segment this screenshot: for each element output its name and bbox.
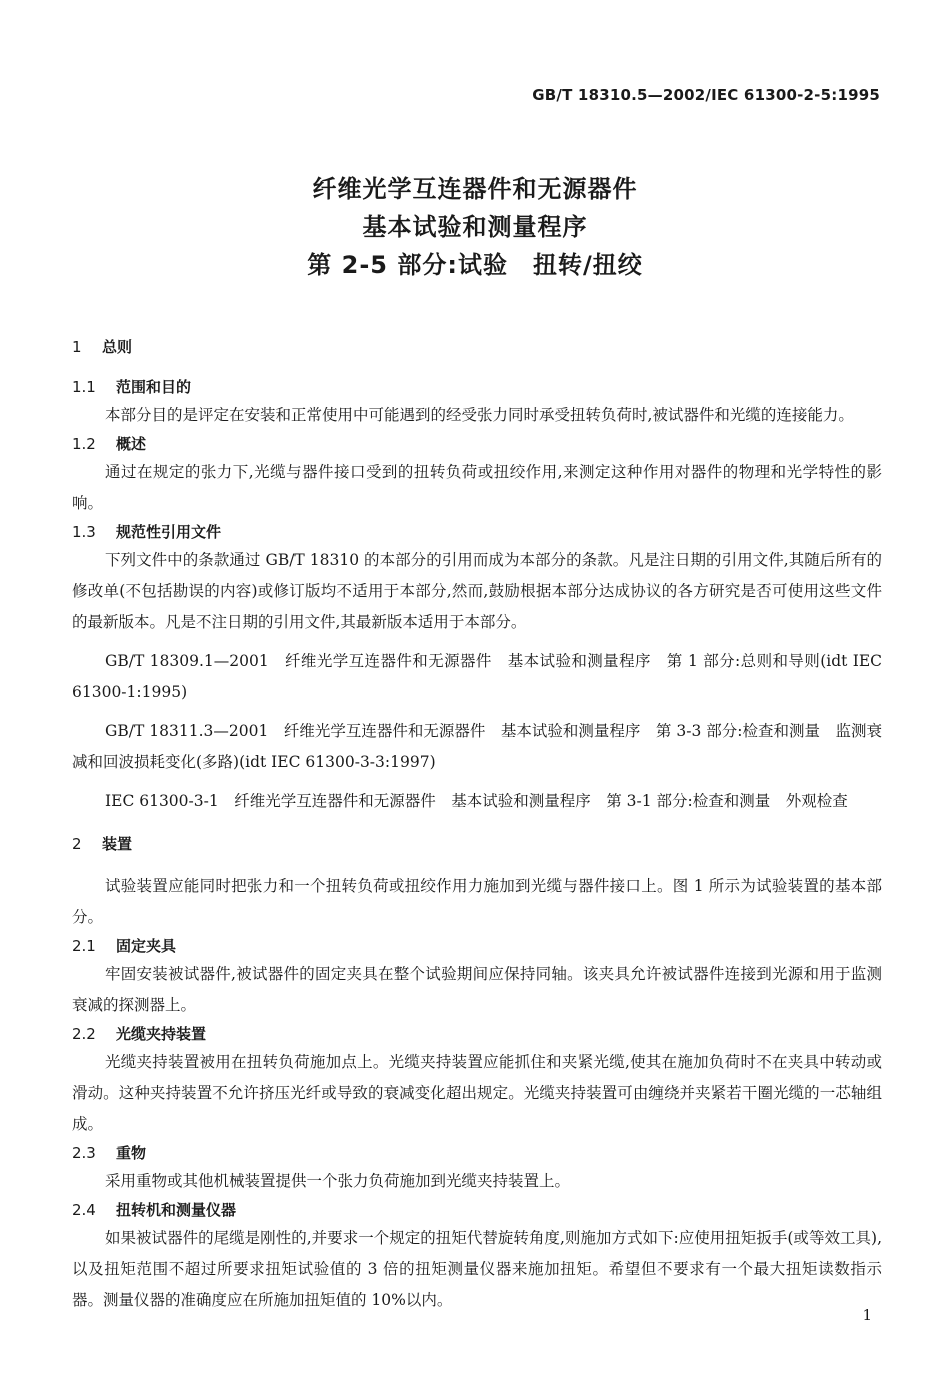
paragraph: 本部分目的是评定在安装和正常使用中可能遇到的经受张力同时承受扭转负荷时,被试器件和光缆的连接能力。 (105, 406, 854, 424)
section-number: 1.3 (72, 523, 96, 541)
section-heading-2-3 (72, 1140, 882, 1166)
section-title: 固定夹具 (116, 937, 177, 955)
document-body (72, 334, 882, 1316)
section-heading-1-1 (72, 374, 882, 400)
paragraph: 下列文件中的条款通过 GB/T 18310 的本部分的引用而成为本部分的条款。凡是注日期的引用文件,其随后所有的修改单(不包括勘误的内容)或修订版均不适用于本部分,然而,鼓励根据本部分达成协议的各方研究是否可使用这些文件的最新版本。凡是不注日期的引用文件,其最新版本适用于本部分。 (72, 551, 882, 631)
section-number: 2.3 (72, 1144, 96, 1162)
document-title (0, 170, 950, 284)
reference-item: GB/T 18311.3—2001 纤维光学互连器件和无源器件 基本试验和测量程序 第 3-3 部分:检查和测量 监测衰减和回波损耗变化(多路)(idt IEC 61300-3-3:1997) (72, 722, 882, 771)
section-heading-2-2 (72, 1021, 882, 1047)
page-number: 1 (862, 1306, 872, 1324)
paragraph: 通过在规定的张力下,光缆与器件接口受到的扭转负荷或扭绞作用,来测定这种作用对器件的物理和光学特性的影响。 (72, 463, 882, 512)
section-heading-2 (72, 831, 882, 857)
section-number: 2.4 (72, 1201, 96, 1219)
section-heading-2-4 (72, 1197, 882, 1223)
section-title: 范围和目的 (116, 378, 192, 396)
section-title: 光缆夹持装置 (116, 1025, 207, 1043)
section-title: 规范性引用文件 (116, 523, 222, 541)
section-title: 总则 (102, 338, 133, 356)
reference-item: GB/T 18309.1—2001 纤维光学互连器件和无源器件 基本试验和测量程序 第 1 部分:总则和导则(idt IEC 61300-1:1995) (72, 652, 882, 701)
paragraph: 采用重物或其他机械装置提供一个张力负荷施加到光缆夹持装置上。 (105, 1172, 571, 1190)
section-number: 1.1 (72, 378, 96, 396)
title-line-3: 第 2-5 部分:试验 扭转/扭绞 (307, 251, 643, 279)
section-heading-1 (72, 334, 882, 360)
paragraph: 试验装置应能同时把张力和一个扭转负荷或扭绞作用力施加到光缆与器件接口上。图 1 所示为试验装置的基本部分。 (72, 877, 882, 926)
section-number: 2.1 (72, 937, 96, 955)
section-number: 2.2 (72, 1025, 96, 1043)
paragraph: 牢固安装被试器件,被试器件的固定夹具在整个试验期间应保持同轴。该夹具允许被试器件连接到光源和用于监测衰减的探测器上。 (72, 965, 882, 1014)
section-number: 1 (72, 338, 82, 356)
section-title: 扭转机和测量仪器 (116, 1201, 237, 1219)
section-title: 概述 (116, 435, 147, 453)
section-title: 装置 (102, 835, 133, 853)
section-number: 1.2 (72, 435, 96, 453)
section-heading-1-3 (72, 519, 882, 545)
standard-code: GB/T 18310.5—2002/IEC 61300-2-5:1995 (532, 86, 880, 104)
title-line-1: 纤维光学互连器件和无源器件 (312, 175, 638, 203)
section-title: 重物 (116, 1144, 147, 1162)
title-line-2: 基本试验和测量程序 (362, 213, 588, 241)
section-number: 2 (72, 835, 82, 853)
section-heading-1-2 (72, 431, 882, 457)
section-heading-2-1 (72, 933, 882, 959)
paragraph: 如果被试器件的尾缆是刚性的,并要求一个规定的扭矩代替旋转角度,则施加方式如下:应使用扭矩扳手(或等效工具),以及扭矩范围不超过所要求扭矩试验值的 3 倍的扭矩测量仪器来施加扭矩。希望但不要求有一个最大扭矩读数指示器。测量仪器的准确度应在所施加扭矩值的 10%以内。 (72, 1229, 882, 1309)
reference-item: IEC 61300-3-1 纤维光学互连器件和无源器件 基本试验和测量程序 第 3-1 部分:检查和测量 外观检查 (105, 792, 848, 810)
paragraph: 光缆夹持装置被用在扭转负荷施加点上。光缆夹持装置应能抓住和夹紧光缆,使其在施加负荷时不在夹具中转动或滑动。这种夹持装置不允许挤压光纤或导致的衰减变化超出规定。光缆夹持装置可由缠绕并夹紧若干圈光缆的一芯轴组成。 (72, 1053, 882, 1133)
